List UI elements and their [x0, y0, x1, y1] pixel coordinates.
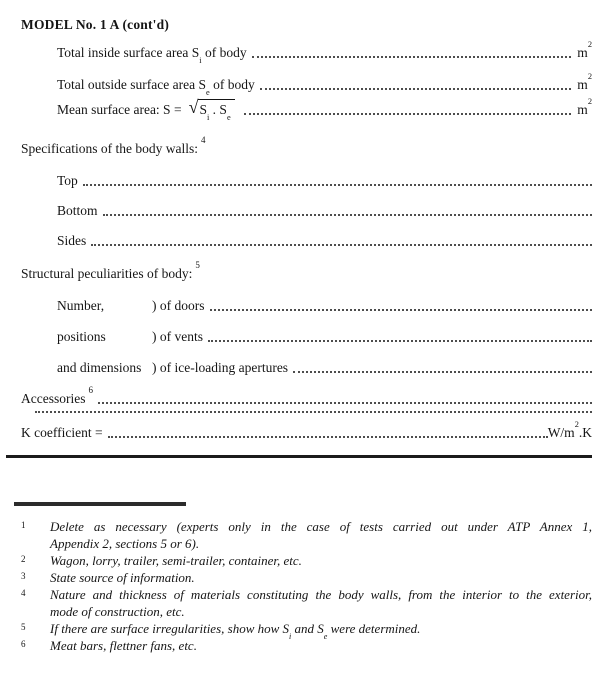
footnote-reference: 5: [195, 260, 200, 270]
footnotes-section: [21, 518, 592, 654]
footnote-number: 1: [21, 520, 26, 530]
field-label: Sides: [57, 233, 87, 248]
field-accessories: [21, 385, 592, 407]
section-title-structural-peculiarities: [21, 260, 592, 282]
field-k-coefficient: [21, 419, 592, 441]
square-root-formula: [188, 97, 235, 123]
footnote-number: 4: [21, 588, 26, 598]
dotted-leader: [208, 340, 592, 342]
field-label-right: ) of vents: [152, 329, 203, 344]
footnote-number: 5: [21, 622, 26, 632]
footnote-1: [21, 518, 592, 552]
field-label: K coefficient =: [21, 425, 103, 440]
footnote-line: Wagon, lorry, trailer, semi-trailer, container, etc.: [50, 553, 302, 568]
footnote-6: [21, 637, 592, 654]
footnote-3: [21, 569, 592, 586]
footnote-line: Meat bars, flettner fans, etc.: [50, 638, 197, 653]
unit-label: $m^2$: [577, 39, 592, 60]
footnote-separator: [14, 502, 186, 506]
footnote-text: [50, 637, 592, 654]
field-doors: [57, 297, 592, 314]
footnote-text: [50, 518, 592, 552]
field-mean-surface-area: [57, 96, 592, 123]
field-label-left: positions: [57, 329, 106, 344]
dotted-leader: [83, 184, 592, 186]
unit-label: $m^2$: [577, 71, 592, 92]
field-wall-sides: [57, 232, 592, 249]
section-title-text: Structural peculiarities of body:: [21, 266, 193, 281]
page-title: MODEL No. 1 A (cont'd): [21, 17, 170, 32]
unit-label: $m^2$: [577, 96, 592, 117]
footnote-reference: 4: [200, 135, 206, 145]
footnote-2: [21, 552, 592, 569]
footnote-text: [50, 552, 592, 569]
section-title-text: Specifications of the body walls:: [21, 141, 198, 156]
dotted-leader: [210, 309, 593, 311]
footnote-text: [50, 586, 592, 620]
footnote-line: Nature and thickness of materials constituting the body walls, from the interior to the exterior,: [50, 587, 592, 602]
horizontal-rule: [6, 455, 592, 458]
footnote-reference: 6: [88, 385, 93, 395]
dotted-leader: [108, 436, 548, 438]
dotted-leader: [252, 56, 572, 58]
field-label: Total outside surface area $S_e$ of body: [57, 77, 255, 98]
footnote-line: Appendix 2, sections 5 or 6).: [50, 536, 200, 551]
dotted-leader: [260, 88, 572, 90]
field-accessories-continuation: [21, 411, 592, 416]
field-wall-bottom: [57, 202, 592, 219]
field-label: Mean surface area: S =: [57, 102, 182, 117]
field-total-outside-surface-area: [57, 71, 592, 98]
field-label-right: ) of ice-loading apertures: [152, 360, 289, 375]
field-label: [21, 385, 93, 407]
field-label-right: ) of doors: [152, 298, 205, 313]
field-ice-loading-apertures: [57, 359, 592, 376]
footnote-text: [50, 569, 592, 586]
footnote-number: 3: [21, 571, 26, 581]
unit-label: $W/m^2.K$: [547, 419, 592, 440]
dotted-leader: [244, 113, 572, 115]
field-label: Total inside surface area $S_i$ of body: [57, 45, 247, 66]
footnote-text: [50, 620, 592, 641]
section-title-body-walls: [21, 135, 592, 157]
footnote-line: Delete as necessary (experts only in the case of tests carried out under ATP Annex 1,: [50, 519, 592, 534]
dotted-leader: [103, 214, 592, 216]
footnote-number: 6: [21, 639, 26, 649]
dotted-leader: [293, 371, 592, 373]
footnote-5: [21, 620, 592, 641]
dotted-leader: [91, 244, 592, 246]
field-total-inside-surface-area: [57, 39, 592, 66]
footnote-line: State source of information.: [50, 570, 195, 585]
dotted-leader: [98, 402, 592, 404]
footnote-number: 2: [21, 554, 26, 564]
field-label-left: and dimensions: [57, 360, 142, 375]
field-wall-top: [57, 172, 592, 189]
radicand: $S_i$ . $S_e$: [198, 99, 234, 118]
radical-sign: √: [188, 97, 199, 117]
field-label: Bottom: [57, 203, 98, 218]
footnote-4: [21, 586, 592, 620]
field-label-text: Accessories: [21, 391, 86, 406]
field-label: Top: [57, 173, 78, 188]
dotted-leader: [35, 411, 592, 413]
footnote-line: If there are surface irregularities, show how $S_i$ and $S_e$ were determined.: [50, 621, 421, 641]
field-label-left: Number,: [57, 298, 105, 313]
footnote-line: mode of construction, etc.: [50, 604, 185, 619]
field-vents: [57, 328, 592, 345]
